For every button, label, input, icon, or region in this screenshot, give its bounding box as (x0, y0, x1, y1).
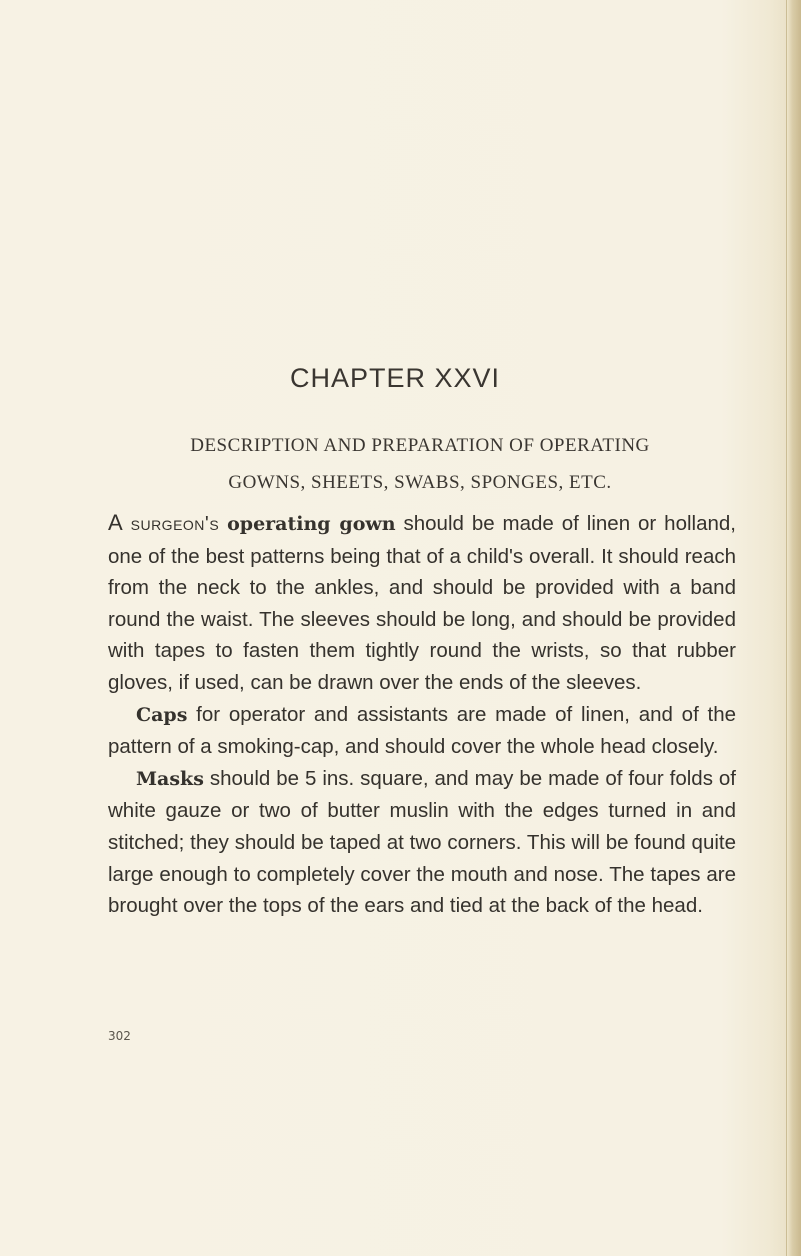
paragraph-operating-gown (108, 507, 736, 699)
chapter-subtitle-line-2: GOWNS, SHEETS, SWABS, SPONGES, ETC. (228, 472, 612, 493)
term-caps: Caps (136, 703, 188, 726)
term-masks: Masks (136, 767, 204, 790)
paragraph-text: should be made of linen or holland, one of the best patterns being that of a child's overall. It should reach from the neck to the ankles, and should be provided with a band round the waist. The sleeves should be long, and should be provided with tapes to fasten them tightly round the wrists, so that rubber gloves, if used, can be drawn over the ends of the sleeves. (108, 512, 736, 694)
paragraph-caps (108, 699, 736, 763)
page-binding-edge (786, 0, 801, 1256)
body-text (108, 507, 736, 922)
page-number: 302 (108, 1029, 131, 1043)
paragraph-masks (108, 763, 736, 922)
chapter-subtitle-line-1: DESCRIPTION AND PREPARATION OF OPERATING (190, 435, 650, 456)
chapter-title: CHAPTER XXVI (289, 363, 501, 393)
paragraph-initial: A (108, 510, 123, 535)
paragraph-text: should be 5 ins. square, and may be made of four folds of white gauze or two of butter muslin with the edges turned in and stitched; they should be taped at two corners. This will be found quite large enough to completely cover the mouth and nose. The tapes are brought over the tops of the ears and tied at the back of the head. (108, 766, 736, 918)
paragraph-smallcaps: surgeon's (130, 512, 220, 535)
term-operating-gown: operating gown (227, 513, 396, 535)
chapter-subtitle (90, 427, 750, 501)
paragraph-text: for operator and assistants are made of linen, and of the pattern of a smoking-cap, and should cover the whole head closely. (108, 702, 736, 759)
